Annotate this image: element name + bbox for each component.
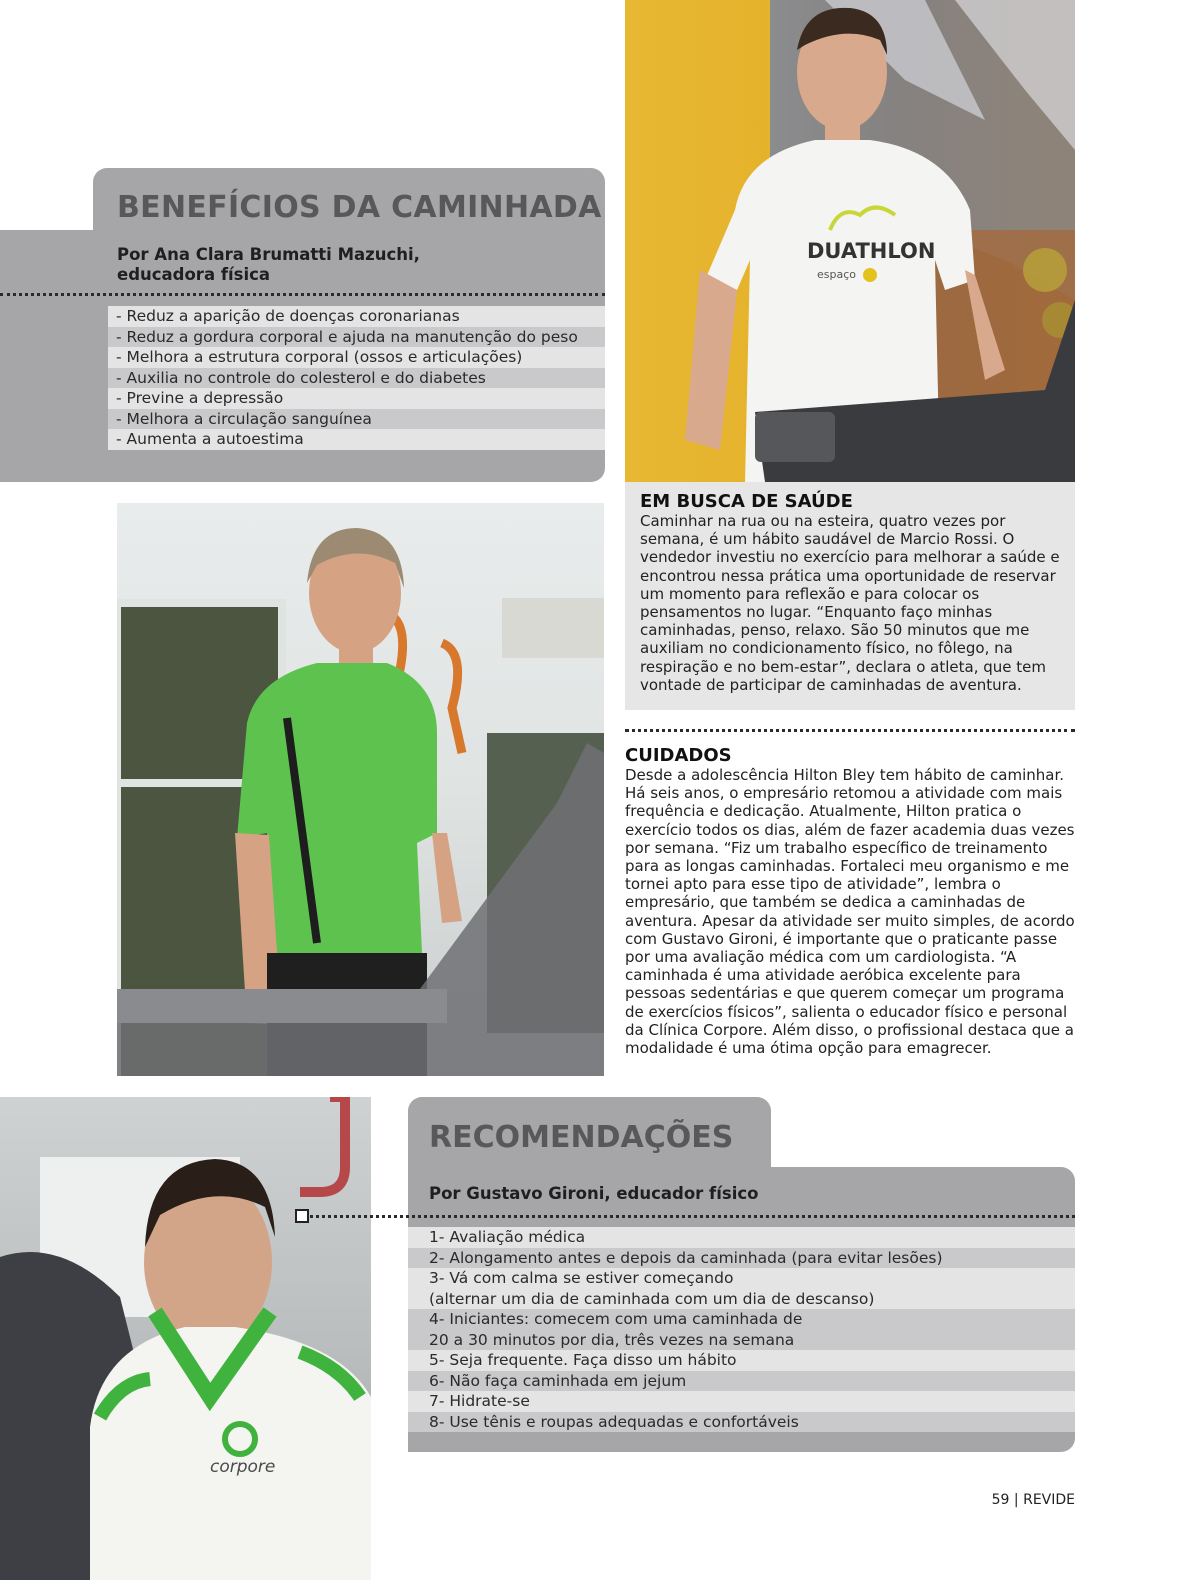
cuidados-title: CUIDADOS [625,745,732,766]
benefits-title: BENEFÍCIOS DA CAMINHADA [117,190,602,225]
list-item [408,1391,1075,1412]
cuidados-text: Desde a adolescência Hilton Bley tem hábito de caminhar. Há seis anos, o empresário retomou a atividade com mais frequência e dedicação. Atualmente, Hilton pratica o exercício todos os dias, além de fazer academia duas vezes por semana. “Fiz um trabalho específico de treinamento para as longas caminhadas. Fortaleci meu organismo e me tornei apto para esse tipo de atividade”, lembra o empresário, que também se dedica a caminhadas de aventura. Apesar da atividade ser muito simples, de acordo com Gustavo Gironi, é importante que o praticante passe por uma avaliação médica com um cardiologista. “A caminhada é uma atividade aeróbica excelente para pessoas sedentárias e que querem começar um programa de exercícios físicos”, salienta o educador físico e personal da Clínica Corpore. Além disso, o profissional destaca que a modalidade é uma ótima opção para emagrecer. [625,766,1075,1058]
recomendacoes-dotted-divider [310,1215,1075,1218]
footer-separator: | [1013,1492,1019,1508]
list-item-line: 6- Não faça caminhada em jejum [429,1371,687,1390]
recomendacoes-author: Por Gustavo Gironi, educador físico [429,1184,759,1203]
busca-text: Caminhar na rua ou na esteira, quatro vezes por semana, é um hábito saudável de Marcio Rossi. O vendedor investiu no exercício para melhorar a saúde e encontrou nessa prática uma oportunidade de reservar um momento para reflexão e para colocar os pensamentos no lugar. “Enquanto faço minhas caminhadas, penso, relaxo. São 50 minutos que me auxiliam no condicionamento físico, no fôlego, na respiração e no bem-estar”, declara o atleta, que tem vontade de participar de caminhadas de aventura. [640,512,1060,694]
busca-title: EM BUSCA DE SAÚDE [640,491,853,512]
square-bullet-icon [295,1209,309,1223]
recomendacoes-list [408,1227,1075,1432]
list-item: - Aumenta a autoestima [108,429,605,450]
cuidados-dotted-divider [625,729,1075,732]
benefits-dotted-divider [0,293,605,296]
photo-gustavo-gironi [0,1097,371,1580]
shirt-logo-text: DUATHLON [807,239,936,263]
photo-marcio-rossi-illustration [625,0,1075,482]
list-item [408,1248,1075,1269]
photo-gustavo-gironi-illustration [0,1097,371,1580]
benefits-list [108,306,605,450]
list-item [408,1371,1075,1392]
list-item-line: 4- Iniciantes: comecem com uma caminhada de [429,1310,803,1328]
photo-hilton-bley [117,503,604,1076]
list-item: - Previne a depressão [108,388,605,409]
page-number: 59 [991,1492,1010,1508]
list-item [408,1227,1075,1248]
page-footer [900,1492,1075,1508]
list-item-line: 1- Avaliação médica [429,1228,586,1246]
list-item: - Melhora a estrutura corporal (ossos e articulações) [108,347,605,368]
benefits-author [117,245,577,285]
recomendacoes-title: RECOMENDAÇÕES [429,1120,734,1155]
list-item: - Melhora a circulação sanguínea [108,409,605,430]
list-item [408,1309,1075,1350]
photo-hilton-bley-illustration [117,503,604,1076]
benefits-author-line2: educadora física [117,265,271,284]
list-item: - Reduz a aparição de doenças coronarianas [108,306,605,327]
list-item-line: 7- Hidrate-se [429,1392,530,1410]
list-item-line: 20 a 30 minutos por dia, três vezes na semana [429,1330,795,1349]
list-item-line: 2- Alongamento antes e depois da caminhada (para evitar lesões) [429,1248,943,1267]
list-item: - Reduz a gordura corporal e ajuda na manutenção do peso [108,327,605,348]
list-item-line: 5- Seja frequente. Faça disso um hábito [429,1351,737,1369]
list-item [408,1412,1075,1433]
benefits-author-line1: Por Ana Clara Brumatti Mazuchi, [117,245,420,264]
photo-marcio-rossi [625,0,1075,482]
list-item-line: (alternar um dia de caminhada com um dia de descanso) [429,1289,875,1308]
list-item-line: 8- Use tênis e roupas adequadas e confortáveis [429,1412,799,1431]
shirt-logo-text: corpore [210,1457,276,1477]
shirt-logo-subtext: espaço [817,268,856,281]
list-item [408,1268,1075,1309]
list-item-line: 3- Vá com calma se estiver começando [429,1269,734,1287]
list-item [408,1350,1075,1371]
magazine-name: REVIDE [1023,1492,1075,1508]
list-item: - Auxilia no controle do colesterol e do diabetes [108,368,605,389]
